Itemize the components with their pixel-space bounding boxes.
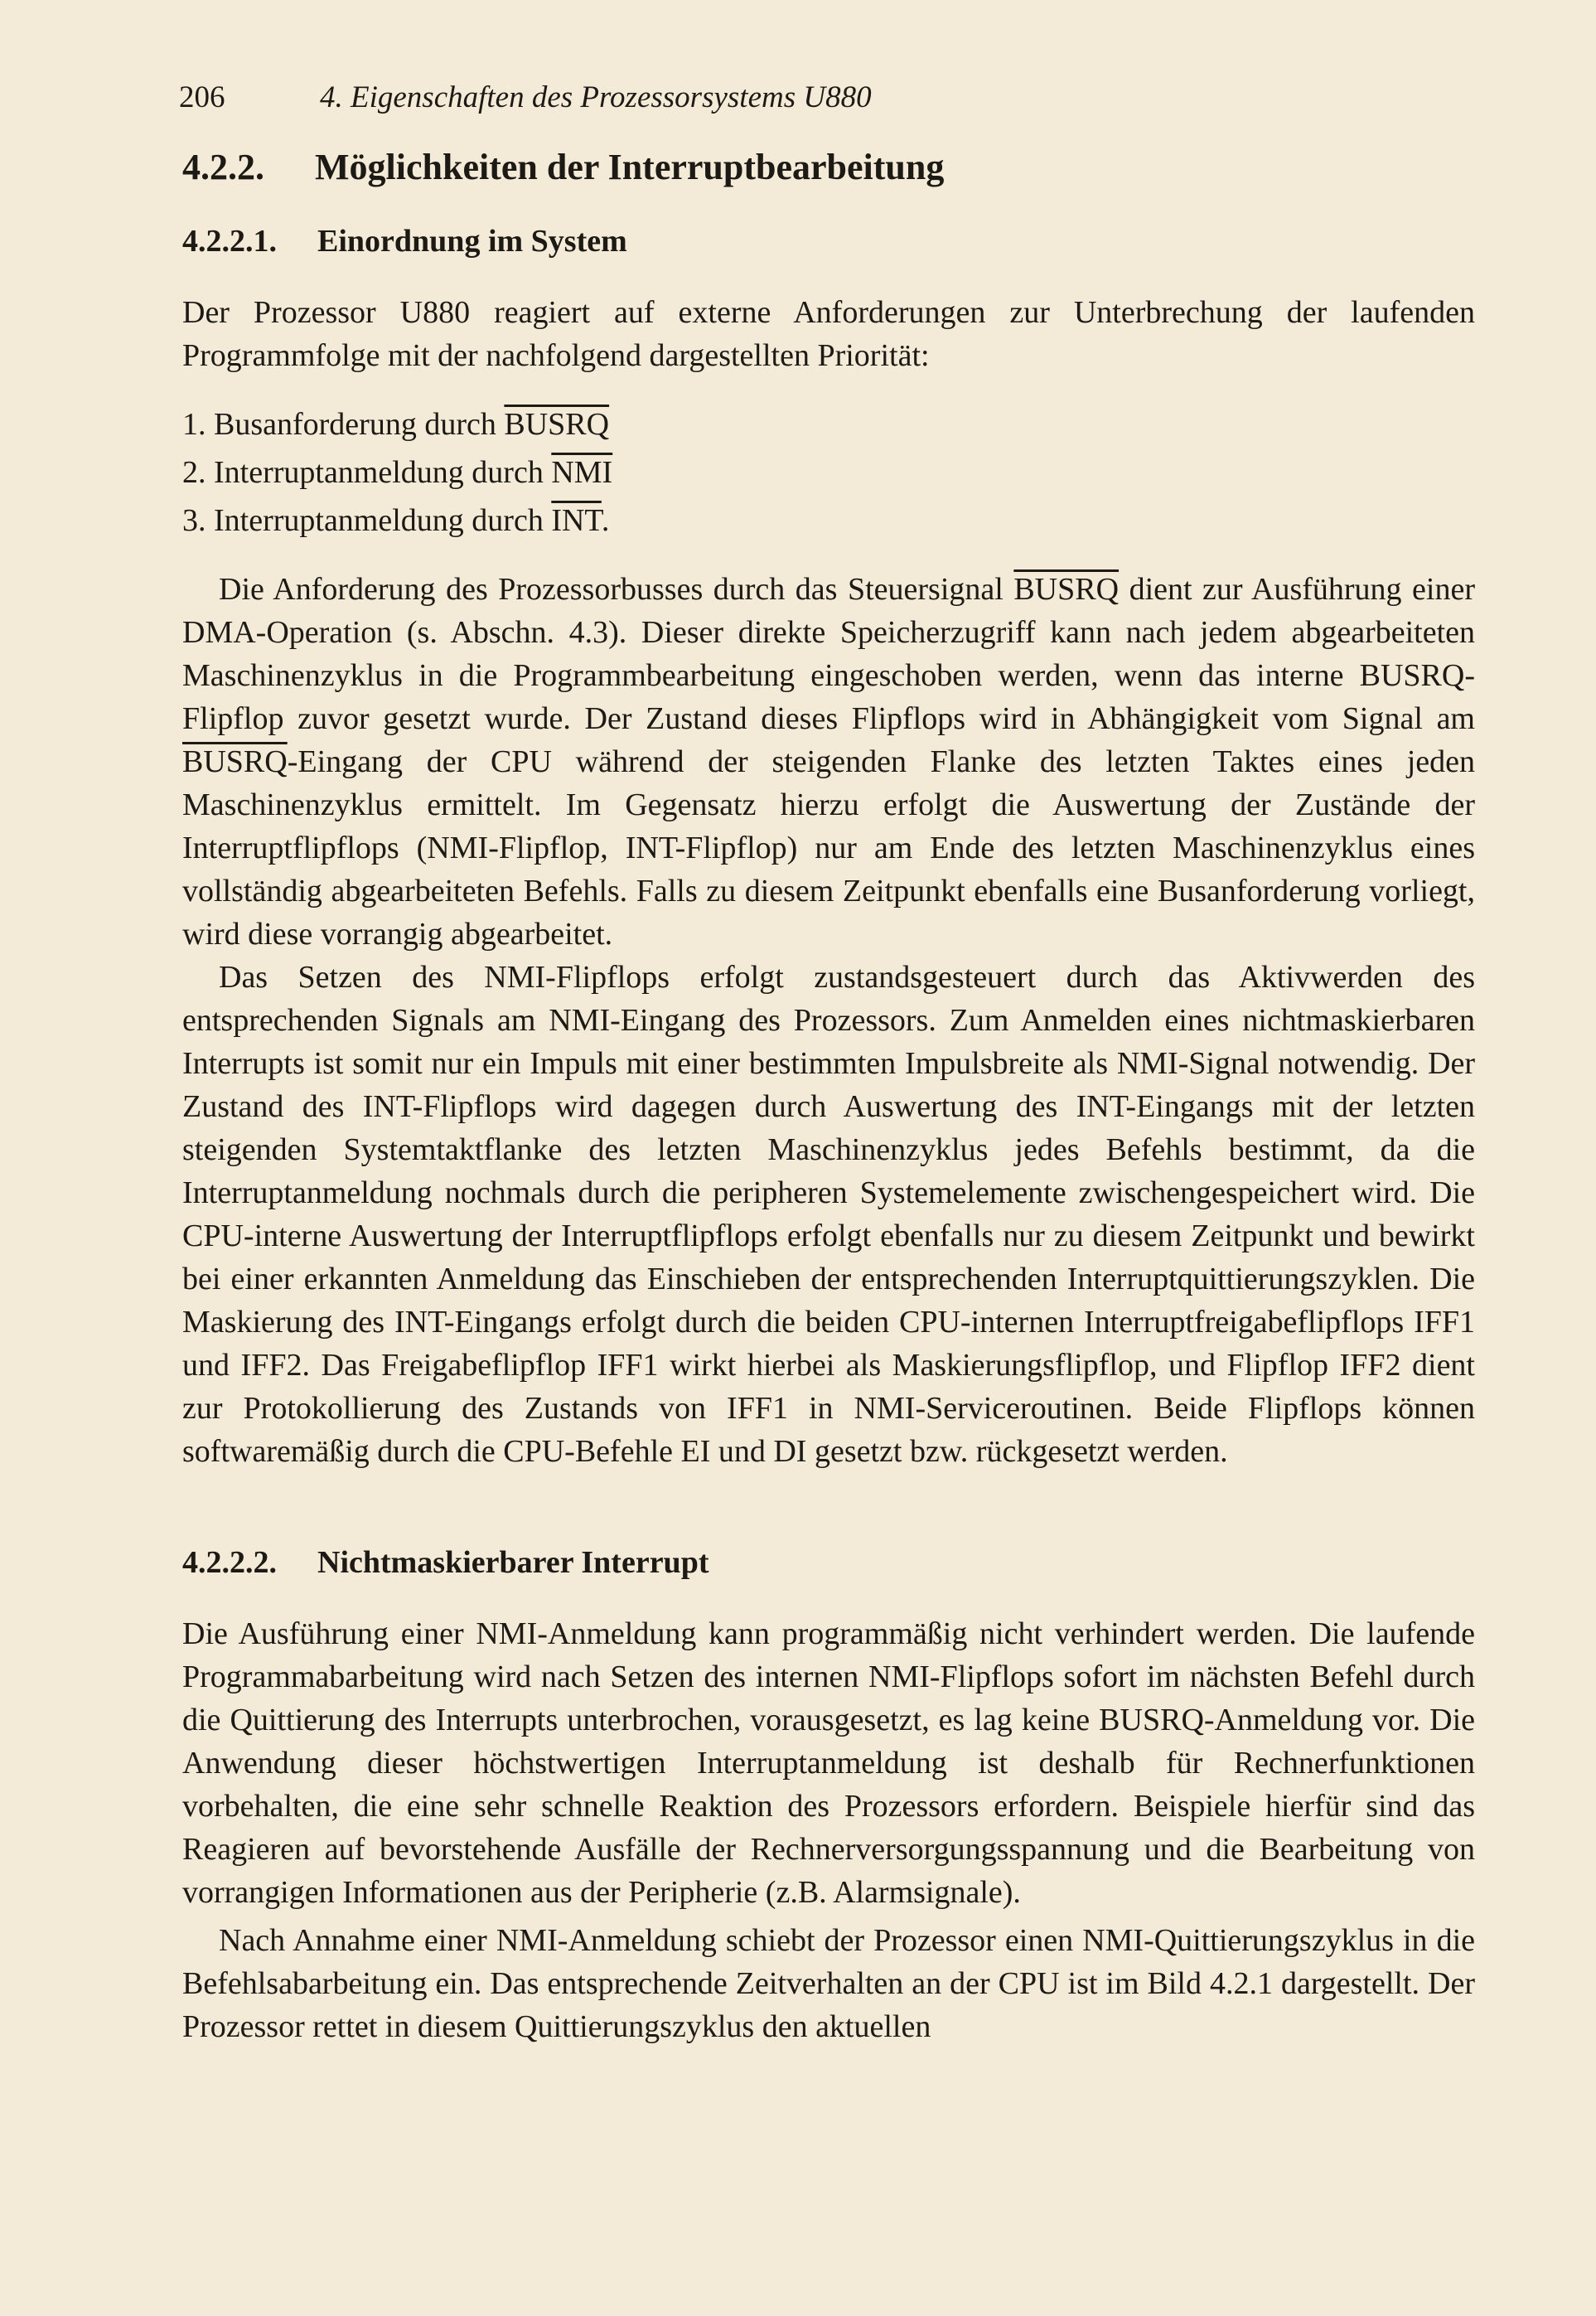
signal-busrq: BUSRQ	[1013, 572, 1120, 607]
subsection-title-1: Einordnung im System	[317, 224, 627, 259]
page-content	[182, 146, 1475, 2048]
section-title: Möglichkeiten der Interruptbearbeitung	[315, 147, 945, 187]
intro-paragraph: Der Prozessor U880 reagiert auf externe Anforderungen zur Unterbrechung der laufenden Programmfolge mit der nachfolgend dargestellten Priorität:	[182, 295, 1475, 373]
list-item: 1. Busanforderung durch BUSRQ	[182, 407, 610, 442]
subsection-heading-2	[182, 1544, 1475, 1581]
list-item: 2. Interruptanmeldung durch $\overline{NMI}$	[182, 455, 613, 490]
signal-int: $\overline{INT}$	[551, 503, 602, 538]
body-paragraph-4: Nach Annahme einer NMI-Anmeldung schiebt der Prozessor einen NMI-Quittierungszyklus in die Befehlsabarbeitung ein. Das entsprechende Zeitverhalten an der CPU ist im Bild 4.2.1 dargestellt. Der Prozessor rettet in diesem Quittierungszyklus den aktuellen	[182, 1923, 1475, 2044]
page-number: 206	[179, 80, 225, 114]
signal-busrq: BUSRQ	[182, 744, 288, 779]
signal-nmi: $\overline{NMI}$	[551, 455, 613, 490]
list-item: 3. Interruptanmeldung durch $\overline{INT}$.	[182, 503, 610, 538]
body-paragraph-3: Die Ausführung einer NMI-Anmeldung kann programmäßig nicht verhindert werden. Die laufende Programmabarbeitung wird nach Setzen des internen NMI-Flipflops sofort im nächsten Befehl durch die Quittierung des Interrupts unterbrochen, vorausgesetzt, es lag keine BUSRQ-Anmeldung vor. Die Anwendung dieser höchstwertigen Interruptanmeldung ist deshalb für Rechnerfunktionen vorbehalten, die eine sehr schnelle Reaktion des Prozessors erfordern. Beispiele hierfür sind das Reagieren auf bevorstehende Ausfälle der Rechnerversorgungsspannung und die Bearbeitung von vorrangigen Informationen aus der Peripherie (z.B. Alarmsignale).	[182, 1616, 1475, 1910]
running-title: 4. Eigenschaften des Prozessorsystems U880	[320, 80, 872, 114]
signal-busrq: BUSRQ	[504, 407, 610, 442]
section-heading	[182, 146, 1475, 188]
subsection-number-2: 4.2.2.2.	[182, 1545, 277, 1580]
subsection-number-1: 4.2.2.1.	[182, 224, 277, 259]
subsection-heading-1	[182, 223, 1475, 259]
body-paragraph-2: Das Setzen des NMI-Flipflops erfolgt zustandsgesteuert durch das Aktivwerden des entsprechenden Signals am NMI-Eingang des Prozessors. Zum Anmelden eines nichtmaskierbaren Interrupts ist somit nur ein Impuls mit einer bestimmten Impulsbreite als NMI-Signal notwendig. Der Zustand des INT-Flipflops wird dagegen durch Auswertung des INT-Eingangs mit der letzten steigenden Systemtaktflanke des letzten Maschinenzyklus jedes Befehls bestimmt, da die Interruptanmeldung nochmals durch die peripheren Systemelemente zwischengespeichert wird. Die CPU-interne Auswertung der Interruptflipflops erfolgt ebenfalls nur zu diesem Zeitpunkt und bewirkt bei einer erkannten Anmeldung das Einschieben der entsprechenden Interruptquittierungszyklen. Die Maskierung des INT-Eingangs erfolgt durch die beiden CPU-internen Interruptfreigabeflipflops IFF1 und IFF2. Das Freigabeflipflop IFF1 wirkt hierbei als Maskierungsflipflop, und Flipflop IFF2 dient zur Protokollierung des Zustands von IFF1 in NMI-Serviceroutinen. Beide Flipflops können softwaremäßig durch die CPU-Befehle EI und DI gesetzt bzw. rückgesetzt werden.	[182, 960, 1475, 1469]
subsection-title-2: Nichtmaskierbarer Interrupt	[317, 1545, 709, 1580]
priority-list	[182, 400, 1475, 545]
section-number: 4.2.2.	[182, 147, 264, 187]
body-paragraph-1: Die Anforderung des Prozessorbusses durch das Steuersignal BUSRQ dient zur Ausführung einer DMA-Operation (s. Abschn. 4.3). Dieser direkte Speicherzugriff kann nach jedem abgearbeiteten Maschinenzyklus in die Programmbearbeitung eingeschoben werden, wenn das interne BUSRQ-Flipflop zuvor gesetzt wurde. Der Zustand dieses Flipflops wird in Abhängigkeit vom Signal am BUSRQ-Eingang der CPU während der steigenden Flanke des letzten Taktes eines jeden Maschinenzyklus ermittelt. Im Gegensatz hierzu erfolgt die Auswertung der Zustände der Interruptflipflops (NMI-Flipflop, INT-Flipflop) nur am Ende des letzten Maschinenzyklus eines vollständig abgearbeiteten Befehls. Falls zu diesem Zeitpunkt ebenfalls eine Busanforderung vorliegt, wird diese vorrangig abgearbeitet.	[182, 572, 1476, 952]
running-header	[179, 80, 872, 115]
